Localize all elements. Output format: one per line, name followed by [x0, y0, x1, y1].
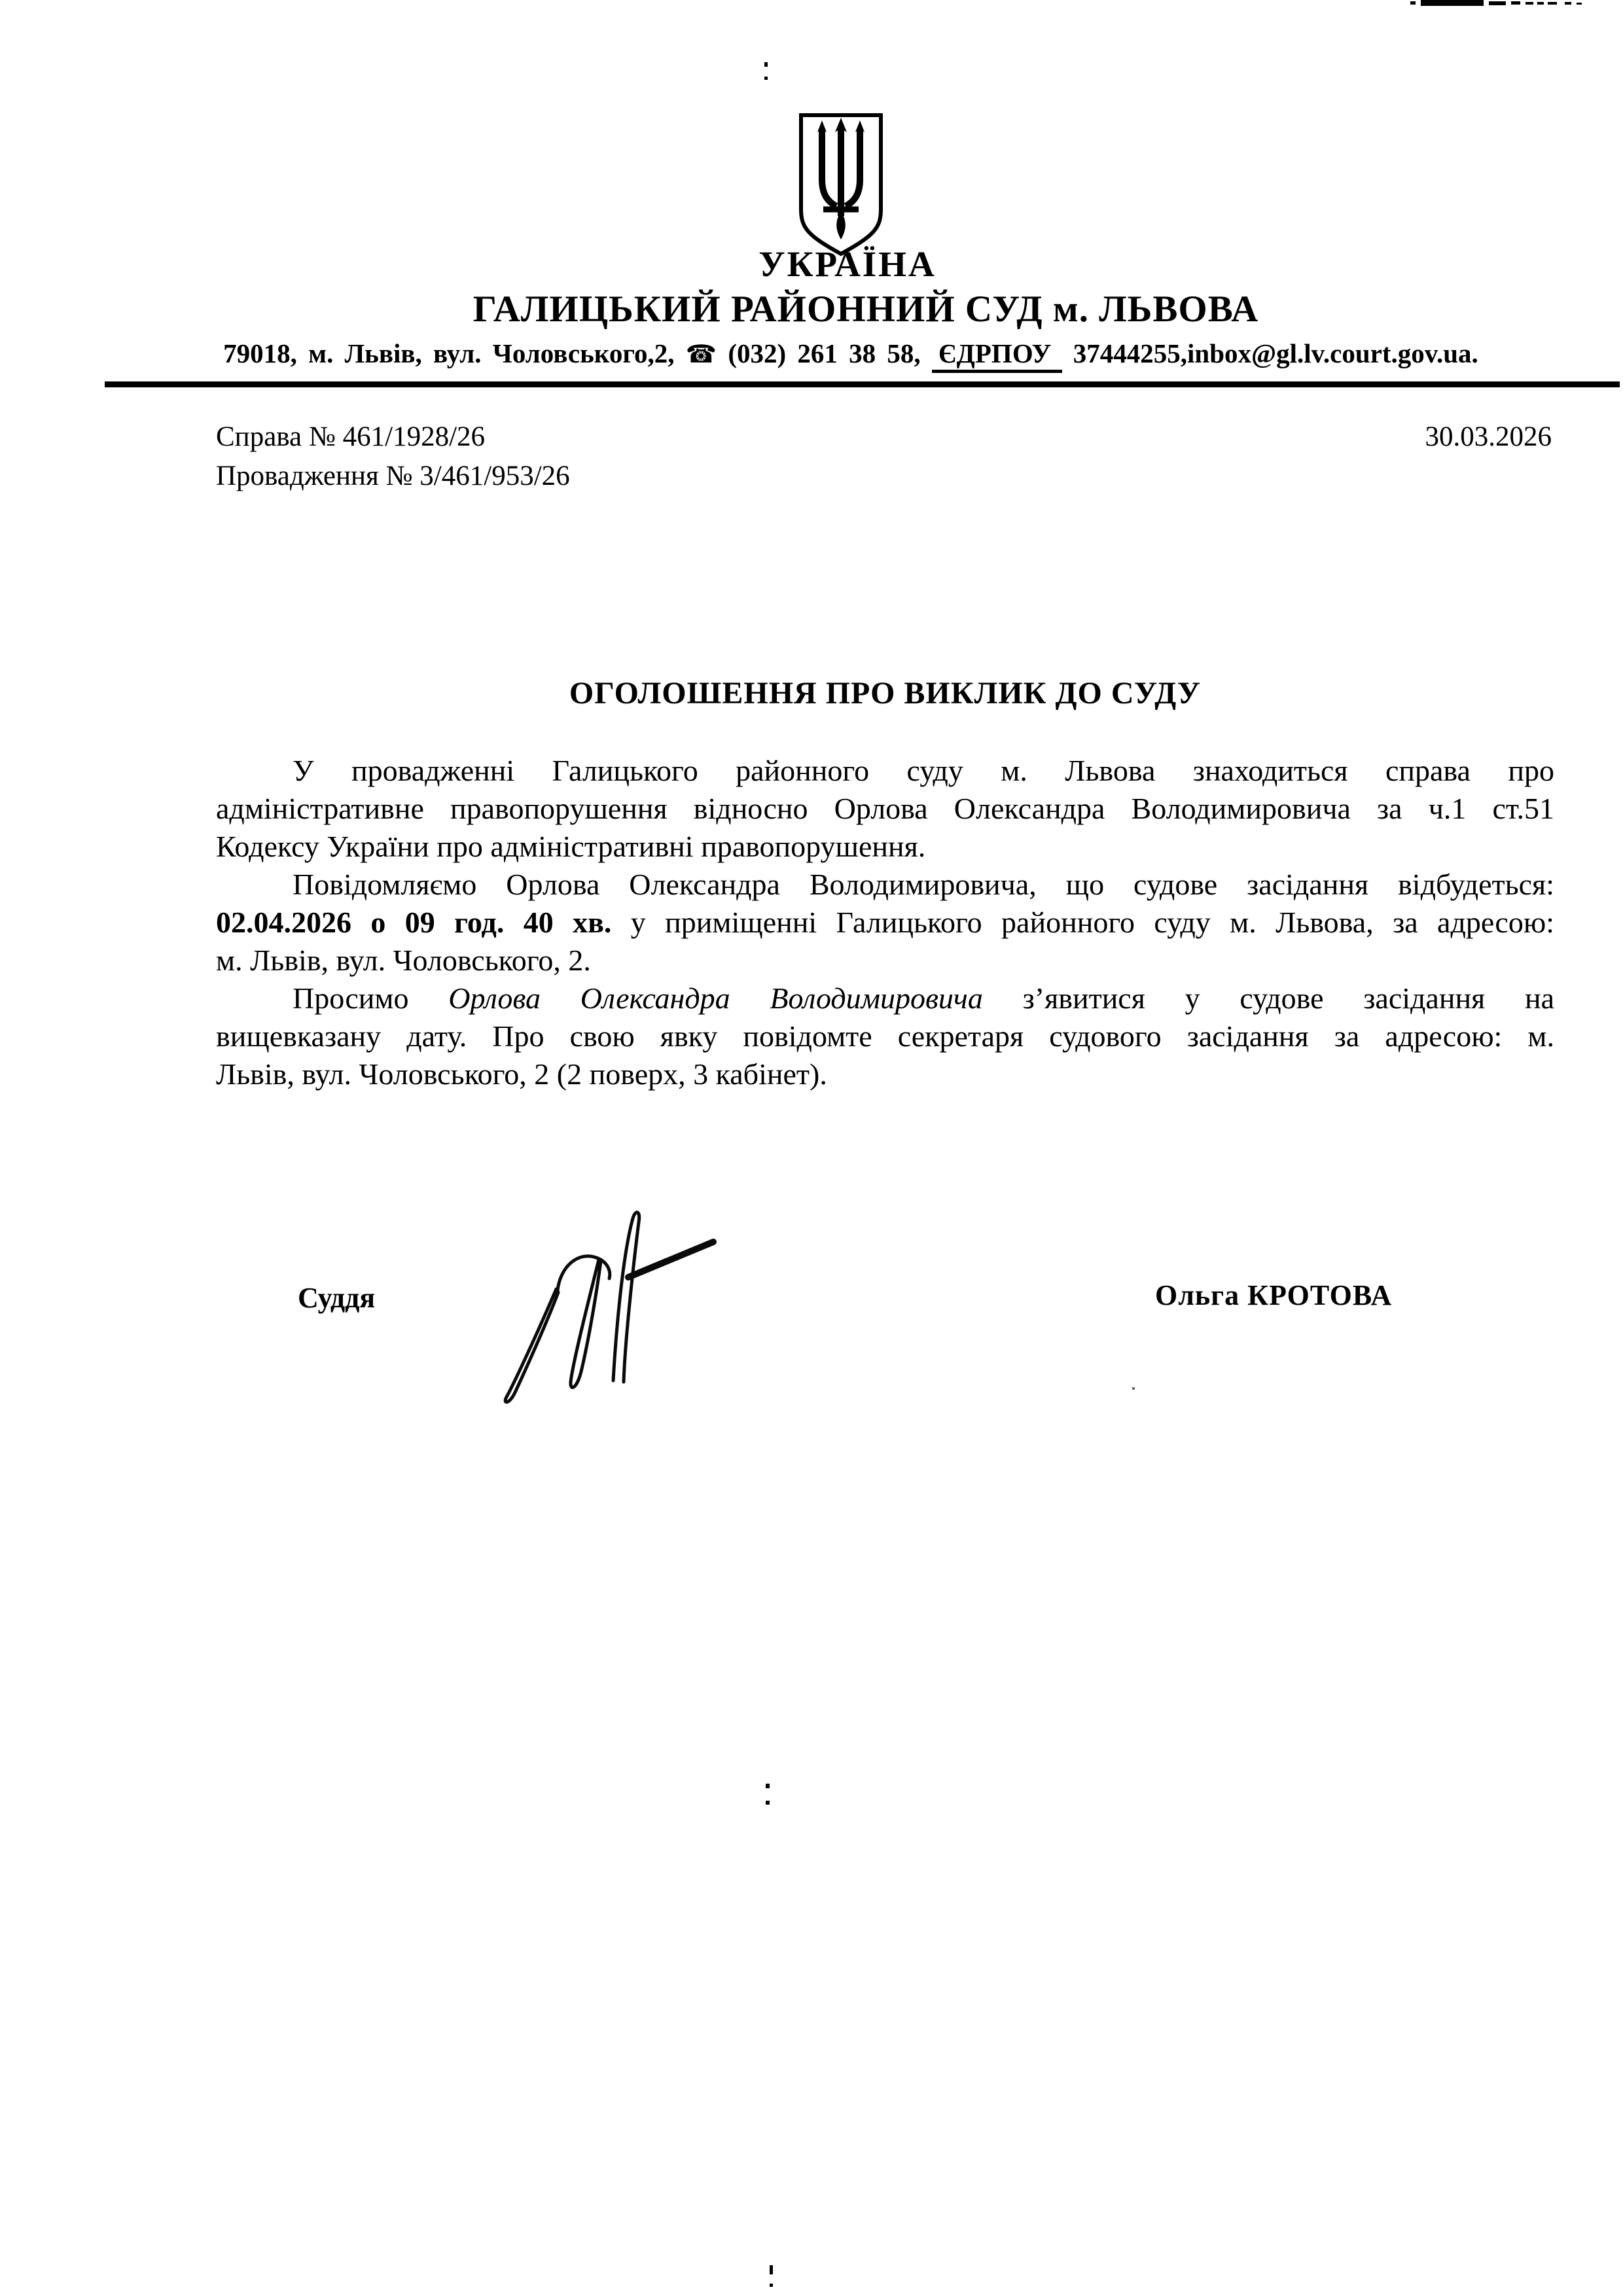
- text-run: вищевказану дату. Про свою явку повідомте секретаря судового засідання за адресою: м.: [216, 1019, 1554, 1053]
- scan-speck: [1132, 1387, 1135, 1390]
- text-line: [216, 790, 1554, 828]
- text-line: [216, 904, 1554, 942]
- text-run: м. Львів, вул. Чоловського, 2.: [216, 944, 591, 977]
- address-part1: 79018, м. Львів, вул. Чоловського,2,: [223, 338, 675, 368]
- scan-speck: [764, 62, 768, 67]
- text-line: [216, 828, 1554, 866]
- address-phone: (032) 261 38 58,: [728, 338, 921, 368]
- proceeding-number: Провадження № 3/461/953/26: [216, 461, 570, 491]
- country-label: УКРАЇНА: [758, 244, 936, 284]
- text-line: [216, 942, 1554, 980]
- case-info-block: [216, 417, 1554, 496]
- scan-speck: [766, 1801, 770, 1805]
- scan-artifact-top-right: [1410, 0, 1594, 7]
- text-run: Просимо: [293, 981, 449, 1015]
- case-number: Справа № 461/1928/26: [216, 421, 486, 452]
- text-run: 02.04.2026 о 09 год. 40 хв.: [216, 906, 612, 939]
- ukraine-trident-emblem-icon: [794, 110, 887, 260]
- judge-name: Ольга КРОТОВА: [1155, 1279, 1393, 1311]
- text-run: адміністративне правопорушення відносно Орлова Олександра Володимировича за ч.1 ст.51: [216, 792, 1554, 825]
- judge-role-label: Суддя: [298, 1282, 376, 1314]
- text-line: [216, 980, 1554, 1017]
- text-run: з’явитися у судове засідання на: [982, 981, 1555, 1015]
- scan-speck: [770, 2265, 773, 2274]
- court-address-line: [79, 338, 1623, 369]
- text-run: Повідомляємо Орлова Олександра Володимировича, що судове засідання відбудеться:: [293, 868, 1554, 901]
- text-line: [216, 1017, 1554, 1055]
- body-paragraphs: [216, 752, 1554, 1093]
- text-run: Львів, вул. Чоловського, 2 (2 поверх, 3 кабінет).: [216, 1057, 827, 1091]
- header-divider-rule: [105, 381, 1620, 387]
- document-title: ОГОЛОШЕННЯ ПРО ВИКЛИК ДО СУДУ: [569, 676, 1202, 711]
- address-part3: 37444255,inbox@gl.lv.court.gov.ua.: [1073, 338, 1478, 368]
- text-run: у приміщенні Галицького районного суду м. Львова, за адресою:: [611, 906, 1554, 939]
- document-date: 30.03.2026: [1425, 421, 1552, 452]
- text-run: У провадженні Галицького районного суду м. Львова знаходиться справа про: [293, 754, 1554, 787]
- text-run: Кодексу України про адміністративні правопорушення.: [216, 830, 926, 863]
- court-name: ГАЛИЦЬКИЙ РАЙОННИЙ СУД м. ЛЬВОВА: [473, 289, 1259, 330]
- scan-speck: [766, 1784, 770, 1788]
- text-line: [216, 752, 1554, 790]
- scan-speck: [764, 77, 768, 80]
- paragraph: [216, 866, 1554, 980]
- scan-speck: [770, 2284, 773, 2287]
- phone-icon: ☎: [685, 340, 717, 368]
- paragraph: [216, 980, 1554, 1093]
- text-line: [216, 1055, 1554, 1093]
- edrpou-label: ЄДРПОУ: [932, 338, 1062, 373]
- text-line: [216, 866, 1554, 904]
- text-run: Орлова Олександра Володимировича: [448, 981, 983, 1015]
- paragraph: [216, 752, 1554, 866]
- judge-signature: [452, 1204, 779, 1407]
